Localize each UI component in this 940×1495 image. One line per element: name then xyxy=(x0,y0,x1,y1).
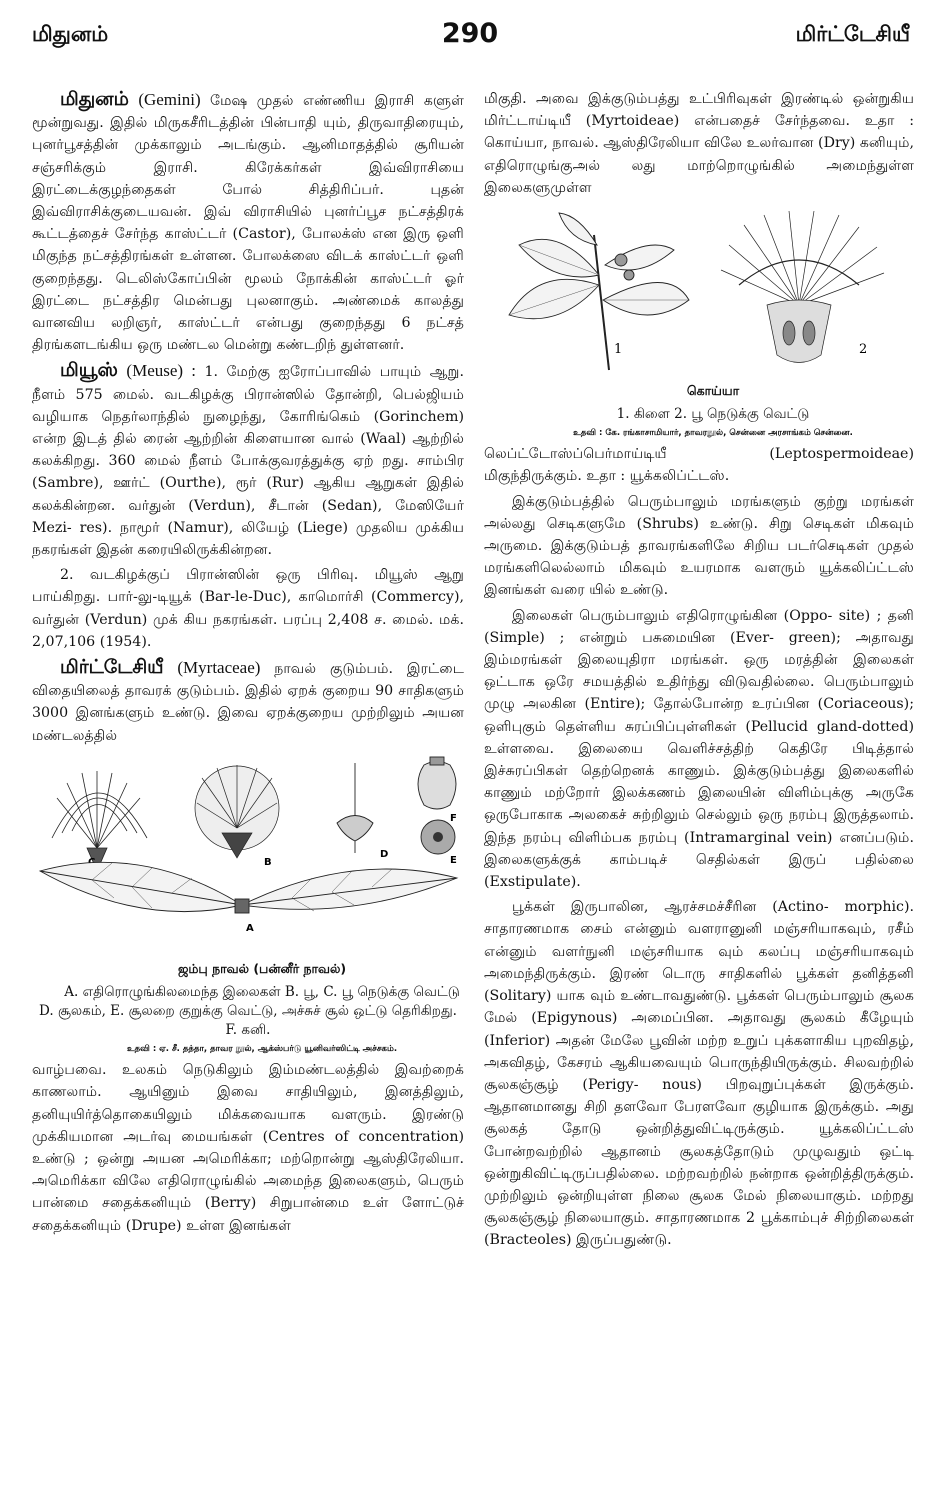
fig1-label-b: B xyxy=(264,856,272,868)
headword-myrtaceae: மிர்ட்டேசியீ xyxy=(60,656,164,679)
headword-gemini-english: (Gemini) xyxy=(138,90,201,109)
entry-gemini xyxy=(32,88,464,356)
headword-myrtaceae-english: (Myrtaceae) xyxy=(177,658,261,678)
figure-jambu-naval-caption: A. எதிரொழுங்கிலமைந்த இலைகள் B. பூ, C. பூ நெடுக்கு வெட்டு D. சூலகம், E. சூலறை குறுக்கு வெட்டு, அச்சுச் சூல் ஒட்டு தெரிகிறது. F. கனி. xyxy=(39,984,460,1039)
headword-meuse: மியூஸ் xyxy=(60,359,118,382)
entry-meuse-text: 1. மேற்கு ஐரோப்பாவில் பாயும் ஆறு. நீளம் 575 மைல். வடகிழக்கு பிரான்ஸில் தோன்றி, பெல்ஜியம் வழியாக நெதர்லாந்தில் நுழைந்து, கோரிங்கெம் (Gorinchem) என்ற இடத் தில் ரைன் ஆற்றின் கிளையான வால் (Waal) ஆற்றில் கலக்கிறது. 360 மைல் நீளம் போக்குவரத்துக்கு ஏற் றது. சாம்பிர (Sambre), ஊர்ட் (Ourthe), ரூர் (Rur) ஆகிய ஆறுகள் இதில் கலக்கின்றன. வர்துன் (Verdun), சீடான் (Sedan), மேஸியேர் Mezi- res). நாமூர் (Namur), லியேழ் (Liege) முதலிய முக்கிய நகரங்கள் இதன் கரையிலிருக்கின்றன. xyxy=(32,364,465,559)
guava-illustration xyxy=(499,205,899,380)
figure-jambu-naval-title: ஜம்பு நாவல் (பன்னீர் நாவல்) xyxy=(177,960,347,976)
entry-myrtaceae xyxy=(32,656,464,747)
entry-myrtaceae-right-p2: லெப்ட்டோஸ்ப்பெர்மாய்டியீ (Leptospermoideae) மிகுந்திருக்கும். உதா : யூக்கலிப்ட்டஸ். xyxy=(484,446,914,485)
entry-meuse-part2: 2. வடகிழக்குப் பிரான்ஸின் ஒரு பிரிவு. மியூஸ் ஆறு பாய்கிறது. பார்-லு-டியூக் (Bar-le-Duc), காமொர்சி (Commercy), வர்துன் (Verdun) முக் கிய நகரங்கள். பரப்பு 2,408 ச. மைல். மக். 2,07,106 (1954). xyxy=(32,567,464,650)
headword-gemini: மிதுனம் xyxy=(60,88,129,110)
figure-guava-caption: 1. கிளை 2. பூ நெடுக்கு வெட்டு xyxy=(616,406,810,423)
fig1-label-e: E xyxy=(450,854,457,866)
headword-meuse-english: (Meuse) : xyxy=(126,361,196,381)
jambu-naval-illustration xyxy=(32,753,464,958)
running-head-right: மிர்ட்டேசியீ xyxy=(795,22,910,46)
entry-meuse xyxy=(32,359,464,561)
entry-myrtaceae-continued: வாழ்பவை. உலகம் நெடுகிலும் இம்மண்டலத்தில் இவற்றைக் காணலாம். ஆயினும் இவை சாதியிலும், இனத்திலும், தனியுயிர்த்தொகையிலும் மிக்கவையாக வளரும். இரண்டு முக்கியமான அடர்வு மையங்கள் (Centres of concentration) உண்டு ; ஒன்று அயன அமெரிக்கா; மற்றொன்று ஆஸ்திரேலியா. அமெரிக்கா விலே எதிரொழுங்கில் அமைந்த இலைகளும், பெரும் பான்மை சதைக்கனியும் (Berry) சிறுபான்மை உள் ளோட்டுச் சதைக்கனியும் (Drupe) உள்ள இனங்கள் xyxy=(32,1062,464,1234)
running-head-left: மிதுனம் xyxy=(32,22,109,46)
figure-guava-title: கொய்யா xyxy=(686,383,740,399)
left-column xyxy=(32,88,464,1240)
fig1-label-f: F xyxy=(450,812,457,824)
fig2-label-1: 1 xyxy=(614,342,623,358)
entry-gemini-text: மேஷ முதல் எண்ணிய இராசி களுள் மூன்றுவது. இதில் மிருகசீரிடத்தின் பின்பாதி யும், திருவாதிரையும், புனர்பூசத்தின் முக்காலும் அடங்கும். ஆனிமாதத்தில் சூரியன் சஞ்சரிக்கும் இராசி. கிரேக்கர்கள் இவ்விராசியை இரட்டைக்குழந்தைகள் போல் சித்திரிப்பர். புதன் இவ்விராசிக்குடையவன். இவ் விராசியில் புனர்ப்பூச நட்சத்திரக் கூட்டத்தைச் சேர்ந்த காஸ்ட்டர் (Castor), போலக்ஸ் என இரு ஒளி மிகுந்த நட்சத்திரங்கள் உள்ளன. போலக்ஸை விடக் காஸ்ட்டர் ஒளி குறைந்தது. டெலிஸ்கோப்பின் மூலம் நோக்கின் காஸ்ட்டர் ஓர் இரட்டை நட்சத்திர மென்பது புலனாகும். அண்மைக் காலத்து வானவிய லறிஞர், காஸ்ட்டர் என்பது குறைந்தது 6 நட்சத் திரங்களடங்கிய ஒரு மண்டல மென்று கண்டறிந் துள்ளனர். xyxy=(32,93,464,354)
entry-myrtaceae-text: நாவல் குடும்பம். இரட்டை விதையிலைத் தாவரக் குடும்பம். இதில் ஏறக் குறைய 90 சாதிகளும் 3000 இனங்களும் உண்டு. இவை ஏறக்குறைய முற்றிலும் அயன மண்டலத்தில் xyxy=(32,661,464,744)
entry-myrtaceae-right-p4: இலைகள் பெரும்பாலும் எதிரொழுங்கின (Oppo- site) ; தனி (Simple) ; என்றும் பசுமையின (Ever- green); அதாவது இம்மரங்கள் இலையுதிரா மரங்கள். ஒரு மரத்தின் இலைகள் ஒட்டாக ஒரே சமயத்தில் உதிர்ந்து விடுவதில்லை. பெரும்பாலும் முழு அலகின (Entire); தோல்போன்ற உரப்பின (Coriaceous); ஒளிபுகும் தெள்ளிய சுரப்பிப்புள்ளிகள் (Pellucid gland-dotted) உள்ளவை. இலையை வெளிச்சத்திற் கெதிரே பிடித்தால் இச்சுரப்பிகள் தெற்றெனக் காணும். இக்குடும்பத்து இலைகளில் காணும் மற்றோர் இலக்கணம் இலையின் விளிம்புக்கு அருகே ஒருபோகாக அலகைச் சுற்றிலும் செல்லும் ஒரு நரம்பு இருத்தலாம். இந்த நரம்பு விளிம்பக நரம்பு (Intramarginal vein) எனப்படும். இலைகளுக்குக் காம்படிச் செதில்கள் இருப் பதில்லை (Exstipulate). xyxy=(484,607,914,891)
fig1-label-d: D xyxy=(380,848,389,860)
figure-jambu-naval xyxy=(32,753,464,1055)
fig2-label-2: 2 xyxy=(859,342,868,358)
figure-guava xyxy=(484,205,914,439)
entry-myrtaceae-right-p5: பூக்கள் இருபாலின, ஆரச்சமச்சீரின (Actino- morphic). சாதாரணமாக சைம் என்னும் வளரானுனி மஞ்சரியாகவும், ரசீம் என்னும் வளர்நுனி மஞ்சரியாக வும் கலப்பு மஞ்சரியாகவும் அமைந்திருக்கும். இரண் டொரு சாதிகளில் பூக்கள் தனித்தனி (Solitary) யாக வும் உண்டாவதுண்டு. பூக்கள் பெரும்பாலும் சூலக மேல் (Epigynous) அமைப்பின. அதாவது சூலகம் கீழேயும் (Inferior) அதன் மேலே பூவின் மற்ற உறுப் புக்களாகிய புறவிதழ், அகவிதழ், கேசரம் ஆகியவையும் பொருந்தியிருக்கும். சிலவற்றில் சூலகஞ்சூழ் (Perigy- nous) பிறவுறுப்புக்கள் இருக்கும். ஆதானமானது சிறி தளவோ பேரளவோ குழியாக இருக்கும். அது சூலகத் தோடு ஒன்றித்துவிட்டிருக்கும். யூக்கலிப்ட்டஸ் போன்றவற்றில் ஆதானம் சூலகத்தோடும் முழுவதும் ஒட்டி ஒன்றுகிவிட்டிருப்பதில்லை. மற்றவற்றில் நன்றாக ஒன்றித்திருக்கும். முற்றிலும் ஒன்றியுள்ள நிலை சூலக மேல் நிலையாகும். மற்றது சூலகஞ்சூழ் நிலையாகும். சாதாரணமாக 2 பூக்காம்புச் சிற்றிலைகள் (Bracteoles) இருப்பதுண்டு. xyxy=(484,899,914,1249)
figure-jambu-naval-credit: உதவி : ஏ. சீ. தத்தா, தாவர நூல், ஆக்ஸ்பர்டு யூனிவர்ஸிட்டி அச்சகம். xyxy=(126,1044,398,1055)
fig1-label-a: A xyxy=(246,922,254,934)
right-column xyxy=(484,88,914,1255)
entry-myrtaceae-right-p1: மிகுதி. அவை இக்குடும்பத்து உட்பிரிவுகள் இரண்டில் ஒன்றுகிய மிர்ட்டாய்டியீ (Myrtoideae) என்பதைச் சேர்ந்தவை. உதா : கொய்யா, நாவல். ஆஸ்திரேலியா விலே உலர்வான (Dry) கனியும், எதிரொழுங்குஅல் லது மாற்றொழுங்கில் அமைந்துள்ள இலைகளுமுள்ள xyxy=(484,91,914,196)
entry-myrtaceae-right-p3: இக்குடும்பத்தில் பெரும்பாலும் மரங்களும் குற்று மரங்கள் அல்லது செடிகளுமே (Shrubs) உண்டு. சிறு செடிகள் மிகவும் அருமை. இக்குடும்பத் தாவரங்களிலே சிறிய படர்செடிகள் முதல் மரங்களிலெல்லாம் மிகவும் உயரமாக வளரும் யூக்கலிப்ட்டஸ் இனங்கள் வரை யில் உண்டு. xyxy=(484,493,914,599)
figure-guava-credit: உதவி : கே. ரங்காசாமியார், தாவரநூல், சென்னை அரசாங்கம் சென்னை. xyxy=(573,428,853,439)
page-number: 290 xyxy=(441,18,499,49)
